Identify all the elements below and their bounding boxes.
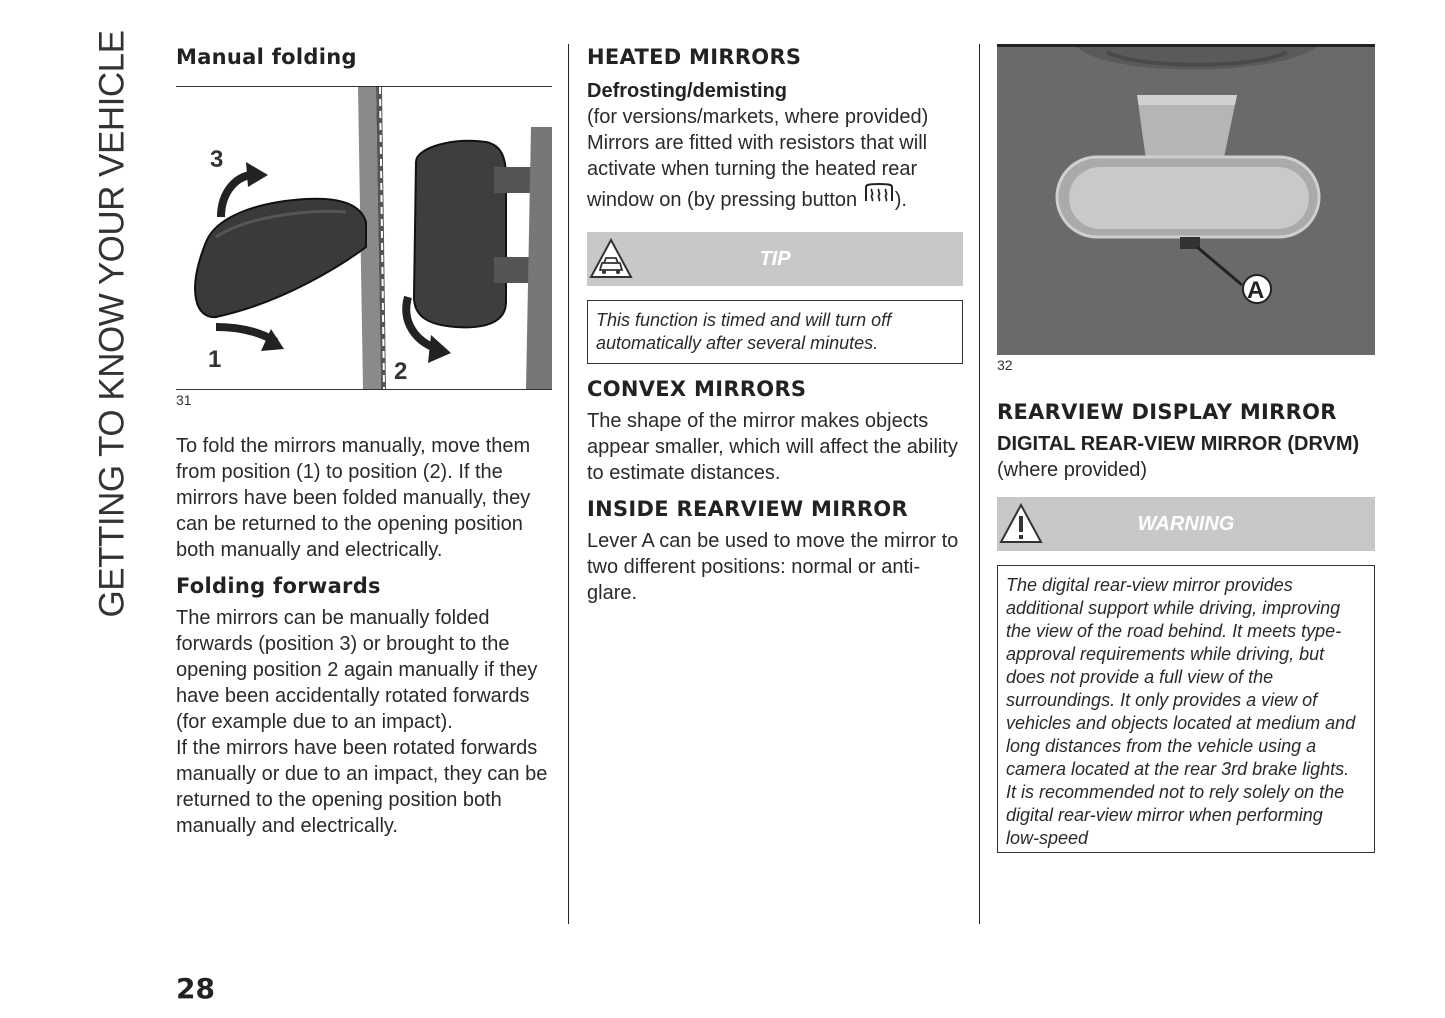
tip-text-box: This function is timed and will turn off automatically after several minutes. — [587, 300, 963, 364]
paragraph-line: activate when turning the heated rear — [587, 158, 918, 180]
paragraph-line: Mirrors are fitted with resistors that will — [587, 132, 928, 154]
heated-rear-window-icon — [863, 183, 895, 207]
paragraph — [587, 104, 963, 218]
heading-rearview-display-mirror: REARVIEW DISPLAY MIRROR — [997, 400, 1337, 424]
heading-manual-folding: Manual folding — [176, 45, 357, 69]
figure-32 — [997, 44, 1375, 355]
column-3 — [997, 44, 1375, 853]
warning-text-box: The digital rear-view mirror provides additional support while driving, improving the view of the road behind. It meets type-approval requirements while driving, but does not provide a full view of the surroundings. It only provides a view of vehicles and objects located at medium and long distances from the vehicle using a camera located at the rear 3rd brake lights. It is recommended not to rely solely on the digital rear-view mirror when performing low-speed — [997, 565, 1375, 853]
tip-label: TIP — [759, 247, 791, 270]
figure-label-1: 1 — [208, 346, 222, 373]
paragraph: If the mirrors have been rotated forwards manually or due to an impact, they can be returned to the opening position both manually and electrically. — [176, 737, 548, 837]
page-number: 28 — [176, 972, 215, 1005]
heading-convex-mirrors: CONVEX MIRRORS — [587, 377, 807, 401]
heading-folding-forwards: Folding forwards — [176, 574, 381, 598]
paragraph: (where provided) — [997, 459, 1148, 481]
column-1 — [176, 44, 552, 839]
subheading-defrosting: Defrosting/demisting — [587, 80, 788, 102]
paragraph-line: window on (by pressing button — [587, 189, 858, 211]
paragraph-end: ). — [894, 189, 907, 211]
column-2 — [587, 44, 963, 606]
column-divider — [568, 44, 569, 924]
figure-number: 32 — [997, 357, 1013, 373]
paragraph: The shape of the mirror makes objects appear smaller, which will affect the ability to estimate distances. — [587, 410, 958, 484]
mirror-folding-illustration — [176, 87, 552, 389]
tip-banner — [587, 232, 963, 286]
figure-label-3: 3 — [210, 146, 224, 173]
paragraph: The mirrors can be manually folded forwards (position 3) or brought to the opening position 2 again manually if they have been accidentally rotated forwards (for example due to an impact). — [176, 607, 538, 733]
figure-number: 31 — [176, 392, 192, 408]
paragraph: Lever A can be used to move the mirror to two different positions: normal or anti-glare. — [587, 530, 959, 604]
heading-heated-mirrors: HEATED MIRRORS — [587, 45, 802, 69]
figure-label-A: A — [1247, 277, 1265, 304]
warning-banner — [997, 497, 1375, 551]
column-divider — [979, 44, 980, 924]
paragraph: To fold the mirrors manually, move them from position (1) to position (2). If the mirrors have been folded manually, they can be returned to the opening position both manually and electrically. — [176, 435, 531, 561]
warning-label: WARNING — [1137, 512, 1235, 535]
paragraph-line: (for versions/markets, where provided) — [587, 106, 929, 128]
heading-inside-rearview-mirror: INSIDE REARVIEW MIRROR — [587, 497, 908, 521]
subheading-drvm: DIGITAL REAR-VIEW MIRROR (DRVM) — [997, 433, 1360, 455]
figure-label-2: 2 — [394, 358, 408, 385]
section-title-text: GETTING TO KNOW YOUR VEHICLE — [92, 30, 131, 618]
rearview-mirror-photo — [997, 47, 1375, 355]
figure-31 — [176, 86, 552, 390]
sidebar-section-title — [88, 30, 136, 618]
